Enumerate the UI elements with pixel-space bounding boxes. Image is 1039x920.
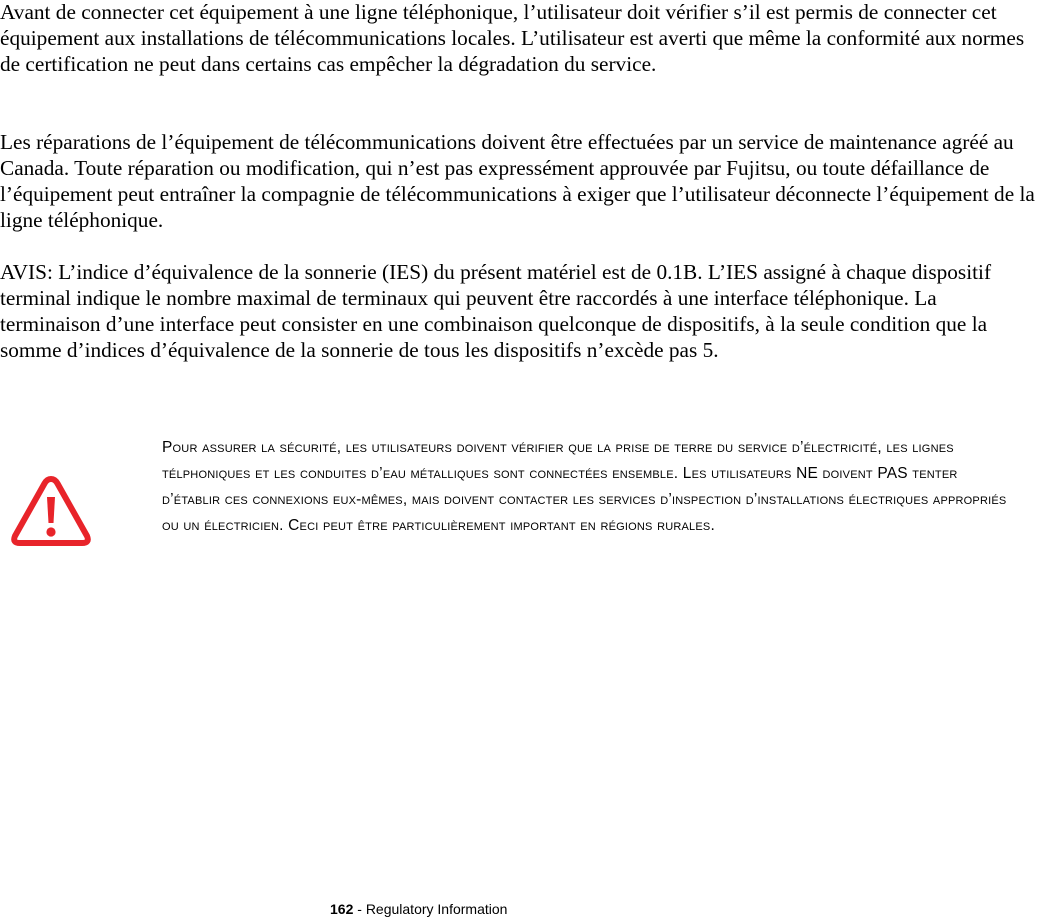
page-number: 162 [330,901,354,917]
paragraph-connection-permission: Avant de connecter cet équipement à une ligne téléphonique, l’utilisateur doit vérifier s’il est permis de connecter cet équipement aux installations de télécommunications locales. L’utilisateur est averti que même la conformité aux normes de certification ne peut dans certains cas empêcher la dégradation du service. [0,0,1025,76]
footer-section-title: Regulatory Information [365,901,508,917]
page-footer [330,900,507,918]
safety-warning-text: Pour assurer la sécurité, les utilisateurs doivent vérifier que la prise de terre du service d’électricité, les lignes télphoniques et les conduites d’eau métalliques sont connectées ensemble. Les utilisateurs NE doivent PAS tenter d’établir ces connexions eux-mêmes, mais doivent contacter les services d’inspection d’installations électriques appropriés ou un électricien. Ceci peut être particulièrement important en régions rurales. [162,439,1007,534]
paragraph-ringer-equivalence: AVIS: L’indice d’équivalence de la sonnerie (IES) du présent matériel est de 0.1B. L’IES assigné à chaque dispositif terminal indique le nombre maximal de terminaux qui peuvent être raccordés à une interface téléphonique. La terminaison d’une interface peut consister en une combinaison quelconque de dispositifs, à la seule condition que la somme d’indices d’équivalence de la sonnerie de tous les dispositifs n’excède pas 5. [0,260,992,362]
warning-triangle-icon [10,473,92,549]
paragraph-repairs: Les réparations de l’équipement de télécommunications doivent être effectuées par un service de maintenance agréé au Canada. Toute réparation ou modification, qui n’est pas expressément approuvée par Fujitsu, ou toute défaillance de l’équipement peut entraîner la compagnie de télécommunications à exiger que l’utilisateur déconnecte l’équipement de la ligne téléphonique. [0,130,1035,232]
footer-separator: - [353,901,366,917]
safety-warning [0,435,1039,595]
